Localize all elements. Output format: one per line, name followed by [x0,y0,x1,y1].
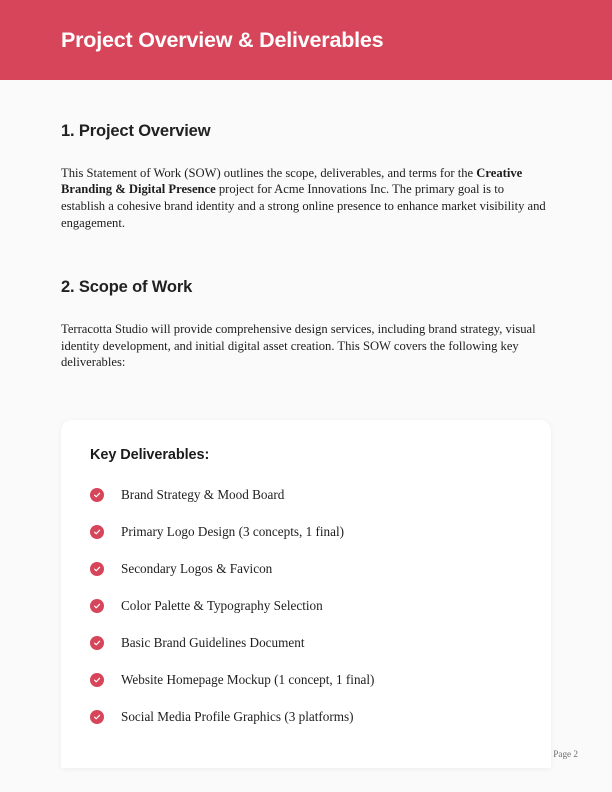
check-circle-icon [90,636,104,650]
list-item [90,634,551,651]
check-circle-icon [90,710,104,724]
check-circle-icon [90,562,104,576]
deliverable-label: Secondary Logos & Favicon [121,561,273,576]
paragraph-text-lead: This Statement of Work (SOW) outlines the scope, deliverables, and terms for the [61,165,477,180]
section-heading-scope-of-work: 2. Scope of Work [61,278,193,297]
deliverable-label: Social Media Profile Graphics (3 platforms) [121,709,354,724]
deliverable-label: Primary Logo Design (3 concepts, 1 final) [121,524,345,539]
section-heading-project-overview: 1. Project Overview [61,122,211,140]
paragraph-text-tail: project for Acme Innovations Inc. The primary goal is to establish a cohesive brand identity and a strong online presence to enhance market visibility and engagement. [61,182,546,230]
paragraph-emphasis-project-name: Creative Branding & Digital Presence [61,165,523,197]
deliverable-label: Basic Brand Guidelines Document [121,635,305,650]
section-paragraph-project-overview [61,165,551,231]
list-item [90,671,551,688]
list-item [90,523,551,540]
section-paragraph-scope-of-work: Terracotta Studio will provide comprehensive design services, including brand strategy, visual identity development, and initial digital asset creation. This SOW covers the following key deliverables: [61,321,536,370]
document-body [61,80,551,371]
check-circle-icon [90,525,104,539]
deliverable-label: Color Palette & Typography Selection [121,598,323,613]
list-item [90,560,551,577]
document-header-band [0,0,612,80]
deliverables-list [90,486,551,745]
page-number-footer: Page 2 [553,749,578,759]
key-deliverables-card [61,420,551,768]
deliverable-label: Website Homepage Mockup (1 concept, 1 final) [121,672,375,687]
check-circle-icon [90,599,104,613]
check-circle-icon [90,488,104,502]
list-item [90,486,551,503]
check-circle-icon [90,673,104,687]
list-item [90,597,551,614]
page-title: Project Overview & Deliverables [61,28,384,52]
key-deliverables-title: Key Deliverables: [90,447,210,463]
deliverable-label: Brand Strategy & Mood Board [121,487,285,502]
list-item [90,708,551,725]
